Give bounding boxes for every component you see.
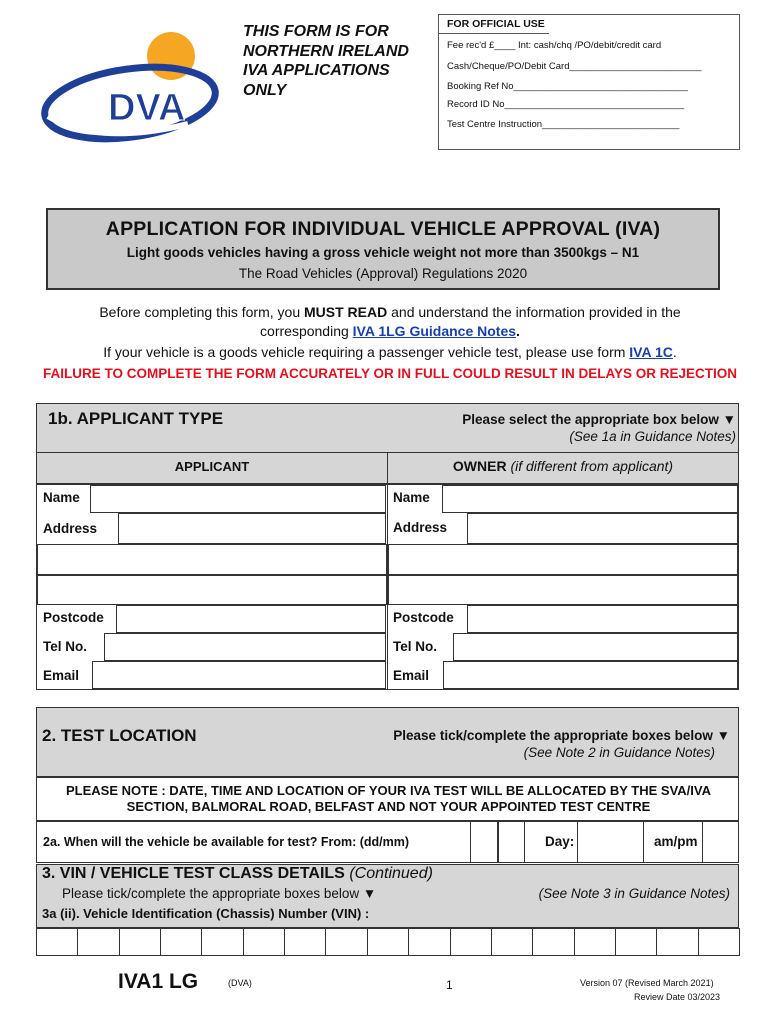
review-date: Review Date 03/2023	[634, 992, 721, 1002]
vin-char-input[interactable]	[284, 928, 326, 956]
vin-char-input[interactable]	[491, 928, 533, 956]
section-1b-note: (See 1a in Guidance Notes)	[569, 429, 736, 444]
official-use-box	[438, 14, 740, 150]
regulation: The Road Vehicles (Approval) Regulations 2020	[238, 266, 528, 281]
section-3-title: 3. VIN / VEHICLE TEST CLASS DETAILS	[42, 865, 345, 882]
applicant-tel-label: Tel No.	[43, 639, 88, 654]
section-3-title-row	[42, 865, 433, 883]
section-3-continued: (Continued)	[349, 865, 433, 882]
vin-char-input[interactable]	[532, 928, 574, 956]
owner-name-label: Name	[393, 490, 430, 505]
section-3-note: (See Note 3 in Guidance Notes)	[538, 886, 730, 901]
owner-address-input-2[interactable]	[388, 544, 738, 575]
owner-tel-label: Tel No.	[393, 639, 438, 654]
record-id: Record ID No__________________________________	[447, 99, 685, 110]
applicant-email-input[interactable]	[92, 661, 386, 689]
svg-text:DVA: DVA	[108, 87, 186, 129]
ampm-input[interactable]	[702, 821, 739, 863]
vin-char-input[interactable]	[367, 928, 409, 956]
please-note-text: PLEASE NOTE : DATE, TIME AND LOCATION OF YOUR IVA TEST WILL BE ALLOCATED BY THE SVA/IVA SECTION, BALMORAL ROAD, BELFAST AND NOT YOUR APPOINTED TEST CENTRE	[66, 783, 711, 814]
owner-tel-input[interactable]	[453, 633, 738, 661]
fee-received: Fee rec'd £____ Int: cash/chq /PO/debit/credit card	[447, 40, 662, 51]
applicant-email-label: Email	[43, 668, 80, 683]
applicant-name-label: Name	[43, 490, 80, 505]
official-use-title: FOR OFFICIAL USE	[447, 18, 545, 30]
owner-name-input[interactable]	[442, 485, 738, 513]
vin-char-input[interactable]	[36, 928, 78, 956]
intro-text: Before completing this form, you MUST READ and understand the information provided in the corresponding IVA 1LG Guidance Notes. If your vehicle is a goods vehicle requiring a passenger vehicle test, please use form IVA 1C.	[99, 304, 681, 360]
applicant-name-input[interactable]	[90, 485, 386, 513]
vin-char-input[interactable]	[325, 928, 367, 956]
owner-email-label: Email	[393, 668, 430, 683]
from-dd-input-2[interactable]	[498, 821, 525, 863]
vin-label: 3a (ii). Vehicle Identification (Chassis) Number (VIN) :	[42, 906, 370, 921]
section-1b-instruction: Please select the appropriate box below ▼	[462, 412, 736, 427]
owner-email-input[interactable]	[443, 661, 738, 689]
owner-address-input-1[interactable]	[467, 513, 738, 544]
page-number: 1	[446, 978, 453, 992]
must-read: MUST READ	[304, 304, 388, 320]
form-subtitle: Light goods vehicles having a gross vehicle weight not more than 3500kgs – N1	[126, 245, 640, 260]
applicant-address-input-1[interactable]	[118, 513, 386, 544]
owner-address-input-3[interactable]	[388, 575, 738, 605]
vin-char-input[interactable]	[698, 928, 740, 956]
owner-postcode-label: Postcode	[393, 610, 454, 625]
form-title-box	[46, 208, 720, 290]
vin-char-input[interactable]	[574, 928, 616, 956]
from-dd-input-1[interactable]	[470, 821, 498, 863]
vin-char-input[interactable]	[656, 928, 698, 956]
guidance-notes-link[interactable]: IVA 1LG Guidance Notes	[352, 323, 517, 339]
vin-char-input[interactable]	[450, 928, 492, 956]
applicant-address-input-2[interactable]	[37, 544, 387, 575]
warning-text: FAILURE TO COMPLETE THE FORM ACCURATELY OR IN FULL COULD RESULT IN DELAYS OR REJECTION	[42, 366, 738, 381]
vin-input-row	[36, 928, 739, 956]
availability-label: 2a. When will the vehicle be available for test? From: (dd/mm)	[43, 835, 410, 849]
dva-logo	[38, 28, 223, 143]
vin-char-input[interactable]	[615, 928, 657, 956]
section-3-instruction: Please tick/complete the appropriate boxes below ▼	[62, 886, 377, 901]
payment-method: Cash/Cheque/PO/Debit Card_________________________	[447, 61, 702, 72]
owner-postcode-input[interactable]	[467, 605, 738, 633]
iva-1c-link[interactable]: IVA 1C	[629, 344, 673, 360]
form-code: IVA1 LG	[118, 970, 199, 993]
vin-char-input[interactable]	[408, 928, 450, 956]
form-issuer: (DVA)	[228, 978, 252, 988]
test-centre-instruction: Test Centre Instruction__________________________	[447, 119, 680, 130]
day-label: Day:	[545, 834, 575, 849]
day-input[interactable]	[577, 821, 644, 863]
ampm-label: am/pm	[654, 834, 698, 849]
section-1b-title: 1b. APPLICANT TYPE	[48, 409, 224, 428]
version: Version 07 (Revised March 2021)	[580, 978, 714, 988]
vin-char-input[interactable]	[201, 928, 243, 956]
ni-only-note: THIS FORM IS FOR NORTHERN IRELAND IVA APPLICATIONS ONLY	[243, 23, 409, 99]
applicant-header: APPLICANT	[174, 459, 250, 474]
applicant-tel-input[interactable]	[104, 633, 386, 661]
applicant-address-label: Address	[43, 521, 98, 536]
applicant-postcode-input[interactable]	[116, 605, 386, 633]
section-2-title: 2. TEST LOCATION	[42, 726, 197, 745]
applicant-postcode-label: Postcode	[43, 610, 104, 625]
vin-char-input[interactable]	[77, 928, 119, 956]
vin-char-input[interactable]	[243, 928, 285, 956]
owner-address-label: Address	[393, 520, 448, 535]
applicant-address-input-3[interactable]	[37, 575, 387, 605]
section-2-instruction: Please tick/complete the appropriate boxes below ▼	[393, 728, 730, 743]
vin-char-input[interactable]	[119, 928, 161, 956]
booking-ref: Booking Ref No_________________________________	[447, 81, 688, 92]
owner-header: OWNER (if different from applicant)	[452, 458, 674, 474]
section-2-note: (See Note 2 in Guidance Notes)	[523, 745, 715, 760]
form-title: APPLICATION FOR INDIVIDUAL VEHICLE APPROVAL (IVA)	[105, 218, 661, 240]
vin-char-input[interactable]	[160, 928, 202, 956]
